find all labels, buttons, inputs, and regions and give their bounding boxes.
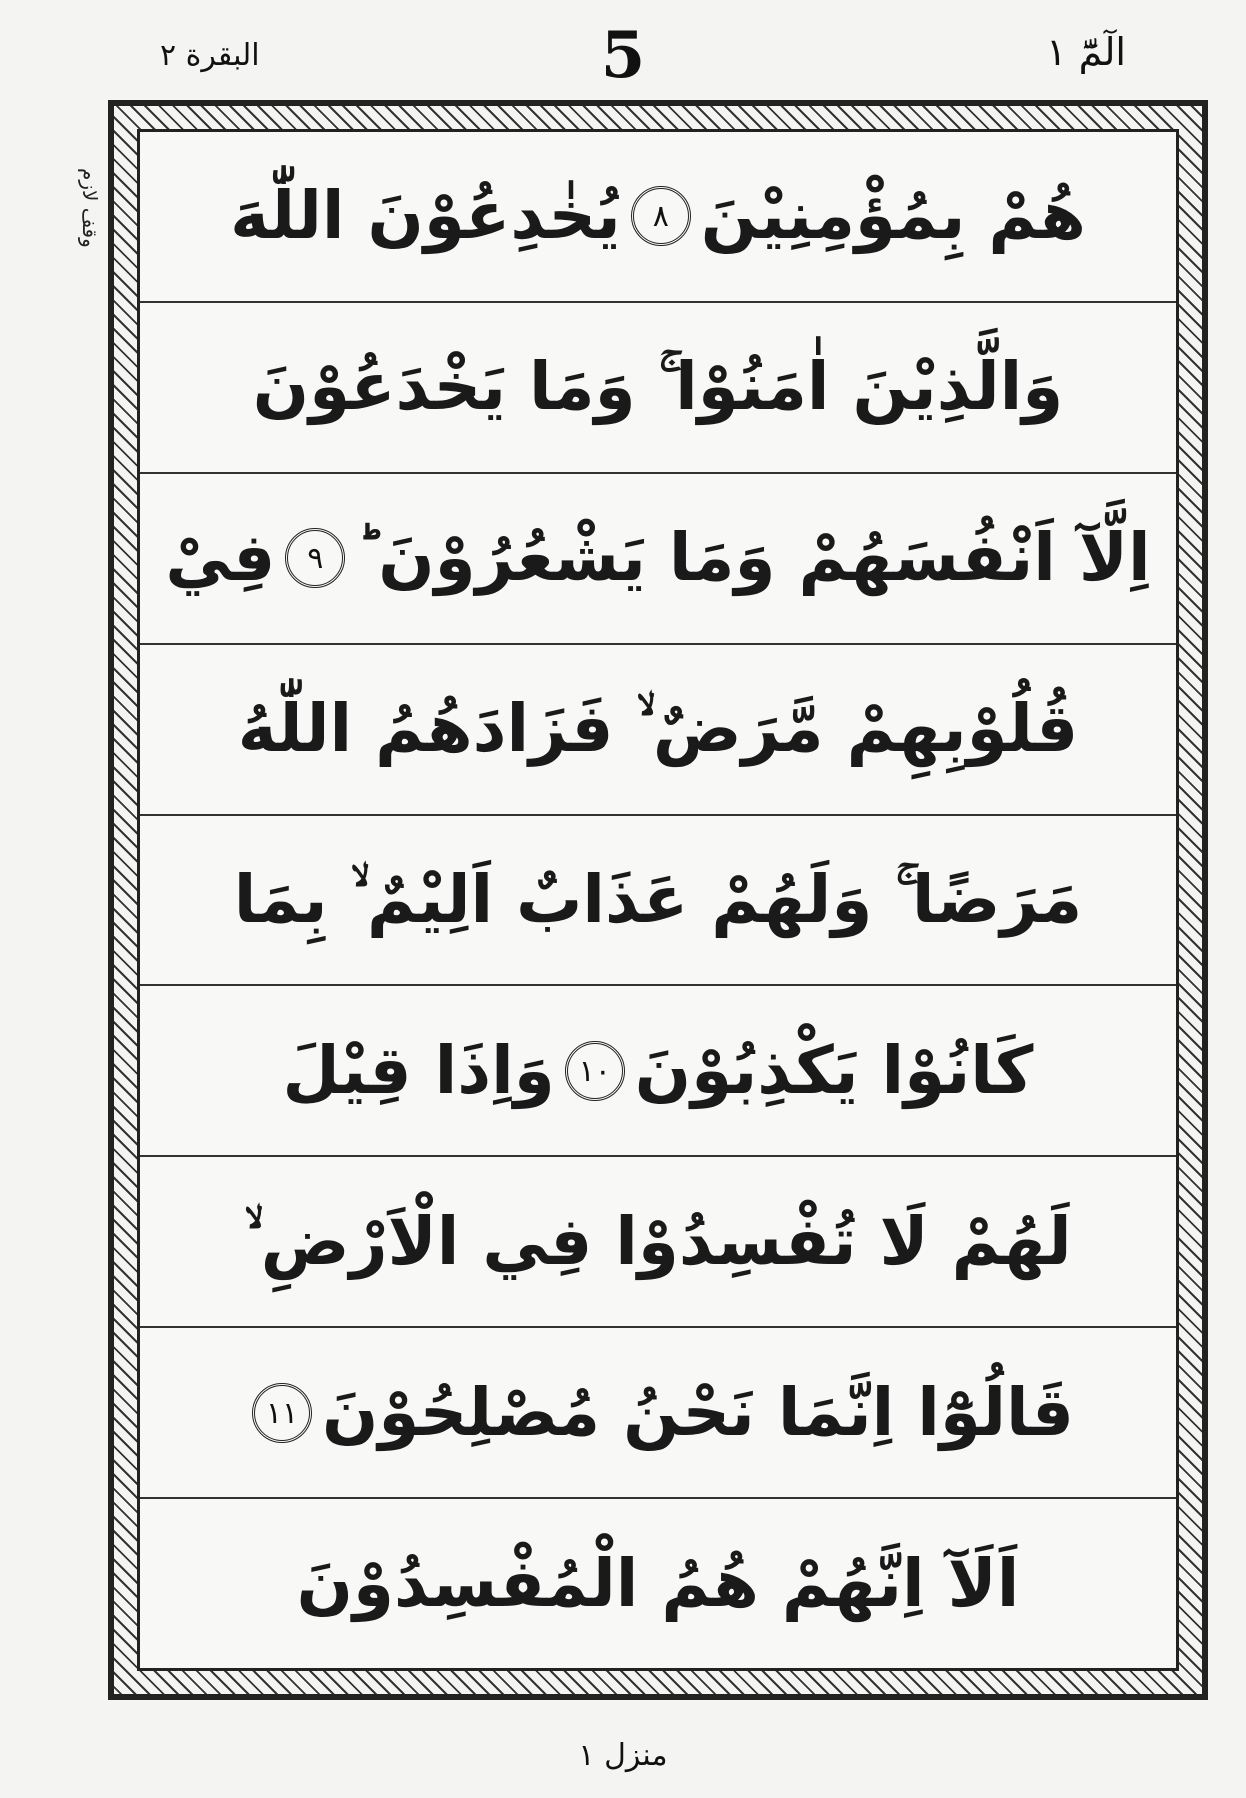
verse-text: قَالُوْٓا اِنَّمَا نَحْنُ مُصْلِحُوْنَ bbox=[322, 1373, 1075, 1451]
page-number: 5 bbox=[600, 18, 646, 93]
verse-text: لَهُمْ لَا تُفْسِدُوْا فِي الْاَرْضِ ۙ bbox=[244, 1202, 1072, 1280]
verse-text-continued: فِيْ bbox=[165, 519, 276, 597]
verse-line bbox=[140, 474, 1176, 645]
ayah-number-marker: ١٠ bbox=[565, 1041, 625, 1101]
ayah-number-marker: ١١ bbox=[252, 1383, 312, 1443]
ayah-number-marker: ٨ bbox=[631, 186, 691, 246]
verse-text-continued: وَاِذَا قِيْلَ bbox=[282, 1031, 555, 1109]
ayah-number-marker: ٩ bbox=[285, 528, 345, 588]
verse-text: كَانُوْا يَكْذِبُوْنَ bbox=[634, 1031, 1034, 1109]
verse-text: اِلَّآ اَنْفُسَهُمْ وَمَا يَشْعُرُوْنَ ؕ bbox=[355, 519, 1151, 597]
text-panel bbox=[137, 129, 1179, 1671]
page-header bbox=[0, 0, 1246, 100]
verse-line bbox=[140, 1499, 1176, 1668]
verse-line bbox=[140, 645, 1176, 816]
verse-text-continued: يُخٰدِعُوْنَ اللّٰهَ bbox=[230, 177, 621, 255]
verse-text: اَلَآ اِنَّهُمْ هُمُ الْمُفْسِدُوْنَ bbox=[296, 1544, 1020, 1622]
verse-text: قُلُوْبِهِمْ مَّرَضٌ ۙ فَزَادَهُمُ اللّٰهُ bbox=[237, 690, 1079, 768]
verse-text: مَرَضًا ۚ وَلَهُمْ عَذَابٌ اَلِيْمٌ ۙ بِمَا bbox=[233, 861, 1083, 938]
verse-line bbox=[140, 986, 1176, 1157]
verse-lines bbox=[140, 132, 1176, 1668]
juz-name: الٓمّٓ ١ bbox=[1046, 30, 1126, 74]
verse-line bbox=[140, 1157, 1176, 1328]
verse-text: وَالَّذِيْنَ اٰمَنُوْا ۚ وَمَا يَخْدَعُوْنَ bbox=[252, 348, 1064, 426]
waqf-side-note: وقف لازم bbox=[78, 168, 102, 248]
manzil-footer: منزل ١ bbox=[578, 1738, 668, 1773]
verse-text: هُمْ بِمُؤْمِنِيْنَ bbox=[700, 177, 1086, 255]
surah-name: البقرة ٢ bbox=[160, 38, 260, 73]
verse-line bbox=[140, 303, 1176, 474]
verse-line bbox=[140, 1328, 1176, 1499]
ornamental-frame bbox=[108, 100, 1208, 1700]
verse-line bbox=[140, 816, 1176, 987]
verse-line bbox=[140, 132, 1176, 303]
